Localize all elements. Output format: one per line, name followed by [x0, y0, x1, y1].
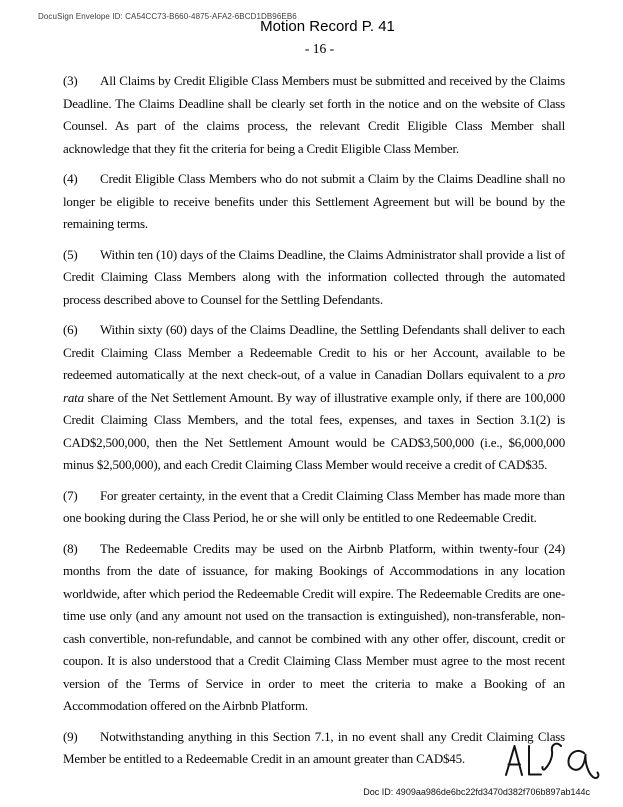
text-run: Credit Eligible Class Members who do not submit a Claim by the Claims Deadline shall no longer be eligible to receive benefits under this Settlement Agreement but will be bound by the remaining terms.	[63, 171, 565, 231]
text-run: Within ten (10) days of the Claims Deadline, the Claims Administrator shall provide a list of Credit Claiming Class Members along with the information collected through the automated process described above to Counsel for the Settling Defendants.	[63, 246, 565, 307]
paragraph-number: (3)	[63, 73, 78, 88]
initial-stroke-s	[542, 744, 561, 770]
paragraph	[63, 726, 565, 771]
paragraph	[63, 70, 565, 160]
paragraph	[63, 319, 565, 477]
text-run: All Claims by Credit Eligible Class Members must be submitted and received by the Claims Deadline. The Claims Deadline shall be clearly set forth in the notice and on the website of Class Counsel. As part of the claims process, the relevant Credit Eligible Class Member shall acknowledge that they fit the criteria for being a Credit Eligible Class Member.	[63, 73, 565, 156]
text-run: For greater certainty, in the event that a Credit Claiming Class Member has made more than one booking during the Class Period, he or she will only be entitled to one Redeemable Credit.	[63, 487, 565, 525]
paragraph-number: (5)	[63, 246, 78, 262]
text-run: Within sixty (60) days of the Claims Deadline, the Settling Defendants shall deliver to each Credit Claiming Class Member a Redeemable Credit to his or her Account, available to be redeemed automatically at the next check-out, of a value in Canadian Dollars equivalent to a	[63, 322, 565, 382]
handwritten-initials	[496, 736, 604, 792]
italic-text-run: pro rata	[63, 367, 565, 405]
docusign-envelope-id: DocuSign Envelope ID: CA54CC73-B660-4875-AFA2-6BCD1DB96EB6	[38, 12, 297, 21]
paragraph-number: (6)	[63, 322, 78, 337]
paragraph-number: (8)	[63, 540, 78, 556]
paragraph-number: (7)	[63, 487, 78, 503]
text-run: The Redeemable Credits may be used on the Airbnb Platform, within twenty-four (24) months from the date of issuance, for making Bookings of Accommodations in any location worldwide, after which period the Redeemable Credit will expire. The Redeemable Credits are one-time use only (and any amount not used on the transaction is extinguished), non-transferable, non-cash convertible, non-refundable, and cannot be combined with any other offer, discount, credit or coupon. It is also understood that a Credit Claiming Class Member must agree to the most recent version of the Terms of Service in order to meet the criteria to make a Booking of an Accommodation offered on the Airbnb Platform.	[63, 540, 565, 713]
page-number: - 16 -	[304, 41, 335, 56]
initial-stroke-a	[506, 746, 522, 775]
paragraph	[63, 485, 565, 530]
document-body	[63, 70, 565, 771]
paragraph	[63, 538, 565, 718]
initial-stroke-l	[529, 746, 541, 775]
paragraph	[63, 244, 565, 312]
paragraph	[63, 168, 565, 236]
paragraph-number: (9)	[63, 728, 78, 744]
text-run: Notwithstanding anything in this Section 7.1, in no event shall any Credit Claiming Class Member be entitled to a Redeemable Credit in an amount greater than CAD$45.	[63, 728, 565, 766]
text-run: share of the Net Settlement Amount. By way of illustrative example only, if there are 100,000 Credit Claiming Class Members, and the total fees, expenses, and taxes in Section 3.1(2) is CAD$2,500,000, then the Net Settlement Amount would be CAD$3,500,000 (i.e., $6,000,000 minus $2,500,000), and each Credit Claiming Class Member would receive a credit of CAD$35.	[63, 389, 565, 472]
motion-record-stamp: Motion Record P. 41	[260, 18, 395, 35]
paragraph-number: (4)	[63, 171, 78, 186]
initial-stroke-alpha	[568, 751, 598, 778]
doc-id: Doc ID: 4909aa986de6bc22fd3470d382f706b897ab144c	[363, 787, 590, 797]
